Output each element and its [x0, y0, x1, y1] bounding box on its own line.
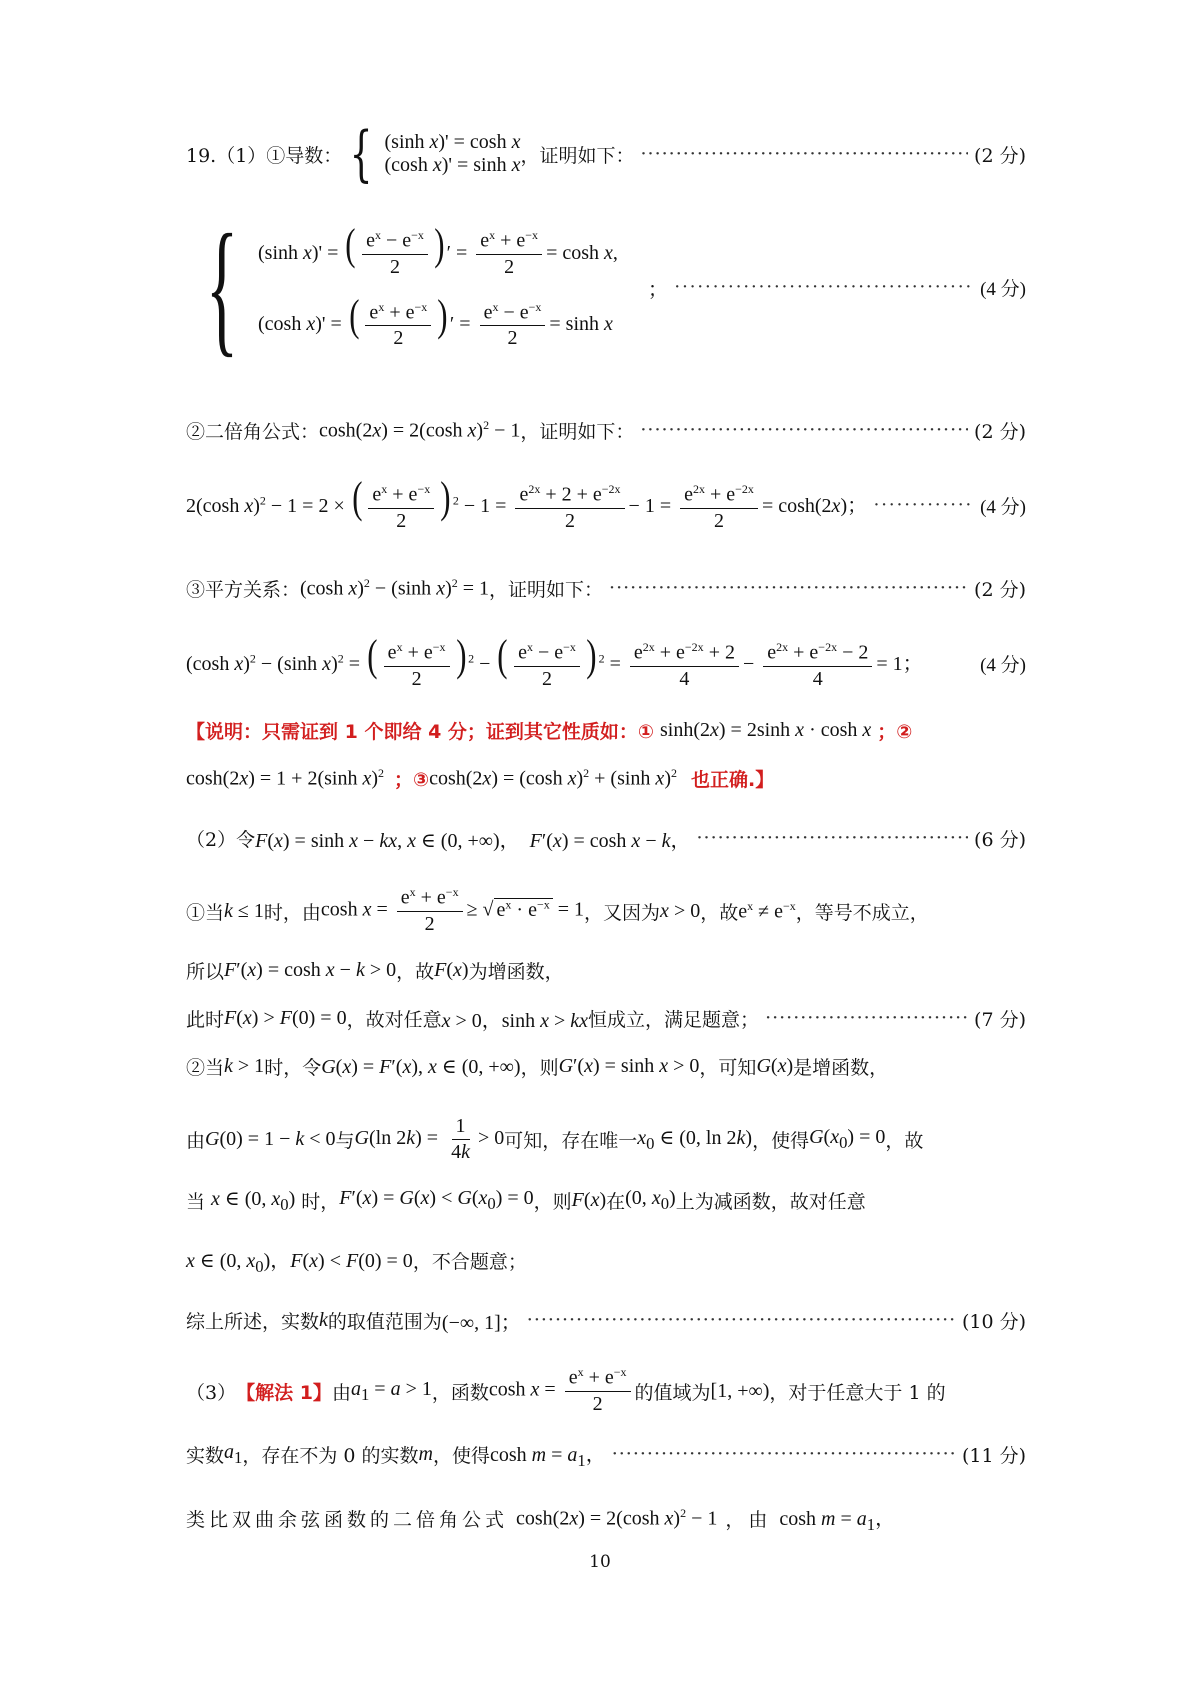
score: (2 分) [974, 578, 1026, 601]
text: ，证明如下： [520, 144, 635, 167]
text: 当 [186, 1190, 206, 1213]
text: 时， [301, 1190, 340, 1213]
method-tag: 【解法 1】 [236, 1381, 332, 1404]
dot-leader [674, 276, 974, 299]
score: (11 分) [961, 1444, 1026, 1467]
part3-line-3: 类比双曲余弦函数的二倍角公式 cosh(2x) = 2(cosh x)$^2$ − 1 ，由 $\cosh m = a_1$， [186, 1505, 896, 1534]
text: ，故 [396, 960, 435, 983]
text: 此时 [186, 1008, 225, 1031]
note-line-1: 【说明：只需证到 1 个即给 4 分；证到其它性质如：① sinh(2x) = 2sinh x · cosh x ；② [186, 718, 913, 743]
case1-result: 此时 F(x) > F(0) = 0 ，故对任意 x > 0，sinh x > kx 恒成立，满足题意； ····· (7 分) [186, 998, 1026, 1038]
note-text: 也正确.】 [690, 768, 775, 791]
case2-line: ②当 k > 1 时，令 G(x) = F′(x), x ∈ (0, +∞) ，则 G′(x) = sinh x > 0 ，可知 G(x) 是增函数， [186, 1054, 889, 1079]
text: ，故 [700, 901, 739, 924]
text: 为增函数， [468, 960, 564, 983]
text: 实数 [186, 1444, 225, 1467]
part3-line-2: 实数 $a_1$ ，存在不为 0 的实数 m ，使得 $\cosh m = a_1$， ····· (11 分) [186, 1434, 1026, 1474]
text: ，函数 [431, 1381, 489, 1404]
text: ，可知 [699, 1056, 757, 1079]
text: 是增函数， [793, 1056, 889, 1079]
text: 19.（1）①导数： [186, 144, 343, 167]
text: 的取值范围为 [327, 1310, 442, 1333]
dot-leader [609, 577, 968, 599]
text: ，则 [520, 1056, 559, 1079]
dot-leader [640, 419, 968, 441]
text: 与 [335, 1129, 355, 1152]
score: (2 分) [974, 144, 1026, 167]
case1-conclusion: 所以 F′(x) = cosh x − k > 0 ，故 F(x) 为增函数， [186, 958, 564, 983]
text: ，使得 [752, 1129, 810, 1152]
text: ②二倍角公式： [186, 420, 320, 443]
score: (10 分) [961, 1310, 1026, 1333]
text: 所以 [186, 960, 225, 983]
score: (4 分) [980, 654, 1026, 676]
text: 综上所述，实数 [186, 1310, 320, 1333]
dot-leader [527, 1309, 956, 1331]
dot-leader [696, 827, 968, 849]
case2-g-line: 由 G(0) = 1 − k < 0 与 G(ln 2k) = $\frac{1}{4k}$ > 0 可知，存在唯一 $x_0$ ∈ (0, ln 2k) ，使得 $G(x_0) = 0$ ，故 [186, 1114, 924, 1163]
text: 上为减函数，故对任意 [675, 1190, 866, 1213]
text: 在 [606, 1190, 626, 1213]
text: 类比双曲余弦函数的二倍角公式 [186, 1508, 509, 1531]
text: ，则 [533, 1190, 572, 1213]
note-text: 【说明：只需证到 1 个即给 4 分；证到其它性质如：① [186, 720, 654, 743]
dot-leader [873, 494, 974, 517]
square-relation-proof: (cosh x)$^2$ − (sinh x)$^2$ = ( $\frac{e^x + e^{-x}}{2}$ ) $^2$ − ( $\frac{e^x - e^{-x}}{2}$ ) $^2$ = $\frac{e^{2x} + e^{-2x} + 2}{4}$ − $\frac{e^{2x} + e^{-2x} - 2}{4}$ = 1； (4 分) [186, 631, 1026, 690]
proof-system: (sinh x)' = ( $\frac{e^x - e^{-x}}{2}$ ) ′ = $\frac{e^x + e^{-x}}{2}$ = cosh x, (cosh x)' = ( $\frac{e^x + e^{-x}}{2}$ ) ′ = $\frac{e^x - e^{-x}}{2}$ = sinh x [258, 219, 618, 350]
text: ，又因为 [584, 901, 661, 924]
dot-leader [641, 143, 969, 165]
part3-line: （3） 【解法 1】 由 $a_1 = a > 1$ ，函数 cosh x = $\frac{e^x + e^{-x}}{2}$ 的值域为 [1, +∞) ，对于任意大于 1 的 [186, 1365, 946, 1415]
part2-line: （2）令 F(x) = sinh x − kx, x ∈ (0, +∞)， F′(x) = cosh x − k， ····· (6 分) [186, 818, 1026, 858]
page-number: 10 [589, 1552, 611, 1572]
text: ，由 [725, 1508, 772, 1531]
case2-decreasing: 当 x ∈ (0, $x_0$) 时， $F'(x) = G(x) < G(x_0) = 0$ ，则 F(x) 在 (0, $x_0$) 上为减函数，故对任意 [186, 1186, 866, 1214]
text: （2）令 [186, 828, 256, 851]
text: ②当 [186, 1056, 225, 1079]
double-angle-proof: 2(cosh x)$^2$ − 1 = 2 × ( $\frac{e^x + e^{-x}}{2}$ ) $^2$ − 1 = $\frac{e^{2x} + 2 + e^{-2x}}{2}$ − 1 = $\frac{e^{2x} + e^{-2x}}{2}$ = cosh(2x)； ····· (4 分) [186, 470, 1026, 540]
text: （3） [186, 1381, 237, 1404]
text: 由 [186, 1129, 206, 1152]
derivative-system: (sinh x)' = cosh x (cosh x)' = sinh x [384, 131, 521, 176]
text: ，对于任意大于 1 的 [769, 1381, 946, 1404]
text: ，存在不为 0 的实数 [242, 1444, 419, 1467]
text: ，证明如下： [489, 578, 604, 601]
brace: { [349, 119, 373, 189]
text: 可知，存在唯一 [504, 1129, 638, 1152]
text: 时，由 [263, 901, 321, 924]
score: (4 分) [980, 278, 1026, 300]
double-angle-line: ②二倍角公式： cosh(2x) = 2(cosh x)$^2$ − 1 ，证明如下： ····· (2 分) [186, 410, 1026, 450]
text: ，证明如下： [520, 420, 635, 443]
square-relation-line: ③平方关系： (cosh x)$^2$ − (sinh x)$^2$ = 1 ，证明如下： ····· (2 分) [186, 568, 1026, 608]
summary-line: 综上所述，实数 k 的取值范围为 (−∞, 1]； ····· (10 分) [186, 1300, 1026, 1340]
derivative-proof: { (sinh x)' = ( $\frac{e^x - e^{-x}}{2}$ ) ′ = $\frac{e^x + e^{-x}}{2}$ = cosh x, (cosh x)' = ( $\frac{e^x + e^{-x}}{2}$ ) ′ = $\frac{e^x - e^{-x}}{2}$ = sinh x ； ····· (4 分) [186, 212, 1026, 362]
note-text: ；② [877, 720, 913, 743]
text: ，使得 [432, 1444, 490, 1467]
text: 由 [331, 1381, 351, 1404]
case1-line: ①当 k ≤ 1 时，由 cosh x = $\frac{e^x + e^{-x}}{2}$ ≥ √ $e^x \cdot e^{-x} = 1$ ，又因为 x > 0 ，故 $e^x \ne e^{-x}$ ，等号不成立， [186, 885, 929, 935]
score: (7 分) [974, 1008, 1026, 1031]
dot-leader [612, 1443, 956, 1465]
case2-result: x ∈ (0, $x_0$)，F(x) < F(0) = 0 ，不合题意； [186, 1240, 1026, 1280]
score: (6 分) [974, 828, 1026, 851]
text: ，等号不成立， [795, 901, 929, 924]
text: 恒成立，满足题意； [588, 1008, 760, 1031]
text: ，故 [885, 1129, 924, 1152]
brace: { [205, 204, 239, 370]
note-text: ；③ [394, 768, 430, 791]
part1-derivative-line [186, 118, 1026, 190]
text: ，故对任意 [346, 1008, 442, 1031]
text: ①当 [186, 901, 225, 924]
note-line-2: cosh(2x) = 1 + 2(sinh x)$^2$ ；③ cosh(2x) = (cosh x)$^2$ + (sinh x)$^2$ 也正确.】 [186, 765, 775, 791]
dot-leader [765, 1007, 968, 1029]
text: ③平方关系： [186, 578, 301, 601]
score: (4 分) [980, 496, 1026, 518]
text: 时，令 [264, 1056, 322, 1079]
text: ，不合题意； [412, 1250, 527, 1273]
text: 的值域为 [634, 1381, 711, 1404]
score: (2 分) [974, 420, 1026, 443]
